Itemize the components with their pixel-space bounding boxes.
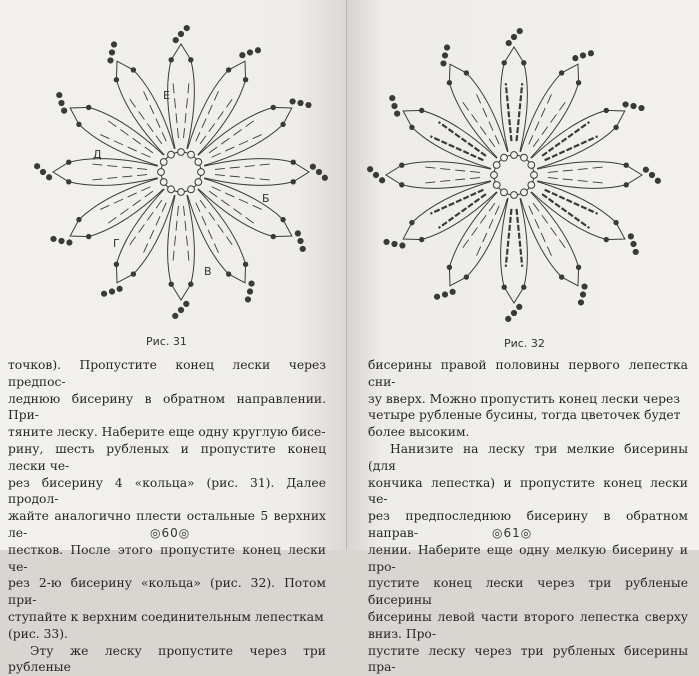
figure-31-flower-diagram xyxy=(0,0,346,345)
petal-label-g: Г xyxy=(113,237,120,250)
tip-bead xyxy=(444,45,449,50)
tip-bead xyxy=(290,99,295,104)
tip-bead xyxy=(573,56,578,61)
tip-bead xyxy=(384,239,389,244)
side-bead xyxy=(576,265,580,269)
side-bead xyxy=(67,180,71,184)
text-line: рину, шесть рубленых и пропустите конец лески че- xyxy=(8,441,326,473)
ring-bead xyxy=(493,162,500,169)
tip-bead xyxy=(578,300,583,305)
ring-bead xyxy=(188,186,195,193)
bead-line xyxy=(422,167,480,173)
tip-bead xyxy=(400,243,405,248)
ring-bead xyxy=(528,162,535,169)
tip-bead xyxy=(51,236,56,241)
ring-bead xyxy=(511,192,518,199)
side-bead xyxy=(559,275,563,279)
side-bead xyxy=(189,282,193,286)
text-line: зу вверх. Можно пропустить конец лески через xyxy=(368,391,681,406)
ring-bead xyxy=(168,186,175,193)
side-bead xyxy=(624,183,628,187)
side-bead xyxy=(131,68,135,72)
tip-bead xyxy=(442,53,447,58)
bead-line xyxy=(89,175,147,181)
bead-line xyxy=(173,80,179,138)
ring-bead xyxy=(521,189,528,196)
tip-bead xyxy=(300,246,305,251)
bead-line xyxy=(422,178,480,184)
side-bead xyxy=(420,108,424,112)
side-bead xyxy=(559,71,563,75)
side-bead xyxy=(131,272,135,276)
text-line: ступайте к верхним соединительным лепесткам xyxy=(8,609,324,624)
side-bead xyxy=(447,81,451,85)
ring-bead xyxy=(195,179,202,186)
tip-bead xyxy=(178,31,183,36)
side-bead xyxy=(87,105,91,109)
petal-label-e: Е xyxy=(163,89,170,102)
ring-bead xyxy=(501,154,508,161)
tip-bead xyxy=(247,289,252,294)
bead-line xyxy=(517,209,523,267)
side-bead xyxy=(243,262,247,266)
tip-bead xyxy=(111,42,116,47)
tip-bead xyxy=(178,307,183,312)
bead-line xyxy=(506,209,512,267)
side-bead xyxy=(502,285,506,289)
tip-bead xyxy=(62,108,67,113)
side-bead xyxy=(169,58,173,62)
figure-caption: Рис. 31 xyxy=(146,335,187,348)
ring-bead xyxy=(521,154,528,161)
ring-bead xyxy=(511,152,518,159)
text-line: леднюю бисерину в обратном направлении. При- xyxy=(8,391,326,423)
text-line: Эту же леску пропустите через три рубленые xyxy=(8,643,326,675)
ring-bead xyxy=(160,179,167,186)
petal-label-v: В xyxy=(204,265,212,278)
figure-32-flower-diagram xyxy=(347,0,699,345)
text-line: рез бисерину 4 «кольца» (рис. 31). Далее продол- xyxy=(8,475,326,507)
side-bead xyxy=(291,160,295,164)
page-number-value: 61 xyxy=(503,526,521,540)
text-line: пустите леску через три рубленых бисерины пра- xyxy=(368,643,688,675)
ring-bead xyxy=(501,189,508,196)
text-line: (рис. 33). xyxy=(8,626,68,641)
side-bead xyxy=(522,61,526,65)
tip-bead xyxy=(298,100,303,105)
figure-caption: Рис. 32 xyxy=(504,337,545,350)
text-line: более высоким. xyxy=(368,425,470,440)
bead-line xyxy=(89,164,147,170)
tip-bead xyxy=(310,164,315,169)
center-ring xyxy=(161,152,201,192)
tip-bead xyxy=(101,291,106,296)
tip-bead xyxy=(392,241,397,246)
tip-bead xyxy=(633,249,638,254)
page-number: ◎60◎ xyxy=(150,526,191,540)
side-bead xyxy=(281,217,285,221)
tip-bead xyxy=(580,292,585,297)
tip-bead xyxy=(368,167,373,172)
tip-bead xyxy=(35,164,40,169)
ring-bead xyxy=(178,149,185,156)
side-bead xyxy=(604,237,608,241)
side-bead xyxy=(464,71,468,75)
tip-bead xyxy=(582,284,587,289)
tip-bead xyxy=(249,281,254,286)
side-bead xyxy=(400,163,404,167)
side-bead xyxy=(114,78,118,82)
side-bead xyxy=(614,220,618,224)
ring-bead xyxy=(160,159,167,166)
side-bead xyxy=(226,272,230,276)
tip-bead xyxy=(295,231,300,236)
tip-bead xyxy=(109,289,114,294)
tip-bead xyxy=(450,289,455,294)
bead-line xyxy=(215,175,273,181)
tip-bead xyxy=(247,50,252,55)
text-line: пустите конец лески через три рубленые бисерины xyxy=(368,576,688,608)
tip-bead xyxy=(628,234,633,239)
side-bead xyxy=(281,122,285,126)
side-bead xyxy=(77,122,81,126)
tip-bead xyxy=(380,178,385,183)
tip-bead xyxy=(184,301,189,306)
tip-bead xyxy=(298,238,303,243)
side-bead xyxy=(614,125,618,129)
text-line: бисерины левой части второго лепестка сверху вниз. Про- xyxy=(368,609,688,641)
tip-bead xyxy=(316,169,321,174)
tip-bead xyxy=(639,105,644,110)
tip-bead xyxy=(631,241,636,246)
tip-bead xyxy=(173,38,178,43)
tip-bead xyxy=(57,92,62,97)
ring-bead xyxy=(493,182,500,189)
side-bead xyxy=(576,81,580,85)
tip-bead xyxy=(588,51,593,56)
tip-bead xyxy=(40,169,45,174)
tip-bead xyxy=(442,292,447,297)
body-text xyxy=(8,357,326,676)
tip-bead xyxy=(395,111,400,116)
tip-bead xyxy=(255,48,260,53)
tip-bead xyxy=(580,53,585,58)
tip-bead xyxy=(390,95,395,100)
text-line: точков). Пропустите конец лески через предпос- xyxy=(8,358,326,389)
tip-bead xyxy=(511,310,516,315)
tip-bead xyxy=(322,175,327,180)
text-line: бисерины правой половины первого лепестка сни- xyxy=(368,358,688,389)
center-ring xyxy=(494,155,534,195)
ring-bead xyxy=(195,159,202,166)
bead-line xyxy=(184,80,190,138)
text-line: тяните леску. Наберите еще одну круглую бисе- xyxy=(8,425,326,440)
side-bead xyxy=(271,234,275,238)
bead-line xyxy=(548,167,606,173)
tip-bead xyxy=(108,58,113,63)
side-bead xyxy=(114,262,118,266)
tip-bead xyxy=(184,26,189,31)
side-bead xyxy=(410,220,414,224)
ring-bead xyxy=(531,172,538,179)
tip-bead xyxy=(109,50,114,55)
tip-bead xyxy=(643,167,648,172)
side-bead xyxy=(271,105,275,109)
text-line: четыре рубленые бусины, тогда цветочек будет xyxy=(368,408,681,423)
right-page xyxy=(347,0,699,675)
bead-line xyxy=(506,83,512,141)
side-bead xyxy=(420,237,424,241)
tip-bead xyxy=(506,41,511,46)
side-bead xyxy=(464,275,468,279)
tip-bead xyxy=(173,313,178,318)
left-page xyxy=(0,0,347,675)
text-line: лении. Наберите еще одну мелкую бисерину и про- xyxy=(368,542,688,574)
body-text xyxy=(368,357,688,676)
text-line: пестков. После этого пропустите конец лески че- xyxy=(8,542,326,574)
tip-bead xyxy=(47,175,52,180)
tip-bead xyxy=(517,304,522,309)
side-bead xyxy=(226,68,230,72)
ring-bead xyxy=(158,169,165,176)
tip-bead xyxy=(59,238,64,243)
tip-bead xyxy=(511,34,516,39)
petal-label-b: Б xyxy=(262,192,270,205)
tip-bead xyxy=(392,103,397,108)
tip-bead xyxy=(240,53,245,58)
bead-line xyxy=(184,206,190,264)
page-number-value: 60 xyxy=(161,526,179,540)
side-bead xyxy=(522,285,526,289)
tip-bead xyxy=(517,29,522,34)
bead-line xyxy=(548,178,606,184)
side-bead xyxy=(502,61,506,65)
tip-bead xyxy=(245,297,250,302)
tip-bead xyxy=(59,100,64,105)
side-bead xyxy=(87,234,91,238)
tip-bead xyxy=(655,178,660,183)
tip-bead xyxy=(649,172,654,177)
ring-bead xyxy=(188,151,195,158)
tip-bead xyxy=(506,316,511,321)
side-bead xyxy=(243,78,247,82)
ring-bead xyxy=(491,172,498,179)
text-line: рез 2-ю бисерину «кольца» (рис. 32). Потом при- xyxy=(8,576,326,608)
side-bead xyxy=(291,180,295,184)
petal-label-d: Д xyxy=(93,148,102,161)
text-line: Нанизите на леску три мелкие бисерины (для xyxy=(368,441,688,473)
bead-line xyxy=(517,83,523,141)
side-bead xyxy=(604,108,608,112)
tip-bead xyxy=(441,61,446,66)
side-bead xyxy=(169,282,173,286)
side-bead xyxy=(189,58,193,62)
side-bead xyxy=(67,160,71,164)
side-bead xyxy=(447,265,451,269)
side-bead xyxy=(400,183,404,187)
tip-bead xyxy=(631,103,636,108)
tip-bead xyxy=(67,240,72,245)
ring-bead xyxy=(178,189,185,196)
text-line: кончика лепестка) и пропустите конец лески че- xyxy=(368,475,688,507)
side-bead xyxy=(77,217,81,221)
ring-bead xyxy=(528,182,535,189)
tip-bead xyxy=(117,286,122,291)
bead-line xyxy=(173,206,179,264)
tip-bead xyxy=(306,102,311,107)
bead-line xyxy=(215,164,273,170)
tip-bead xyxy=(434,294,439,299)
text-line: жайте аналогично плести остальные 5 верхних ле- xyxy=(8,509,326,540)
tip-bead xyxy=(623,102,628,107)
side-bead xyxy=(410,125,414,129)
ring-bead xyxy=(198,169,205,176)
text-line: рез предпоследнюю бисерину в обратном направ- xyxy=(368,509,688,540)
tip-bead xyxy=(373,172,378,177)
page-number: ◎61◎ xyxy=(492,526,533,540)
ring-bead xyxy=(168,151,175,158)
side-bead xyxy=(624,163,628,167)
